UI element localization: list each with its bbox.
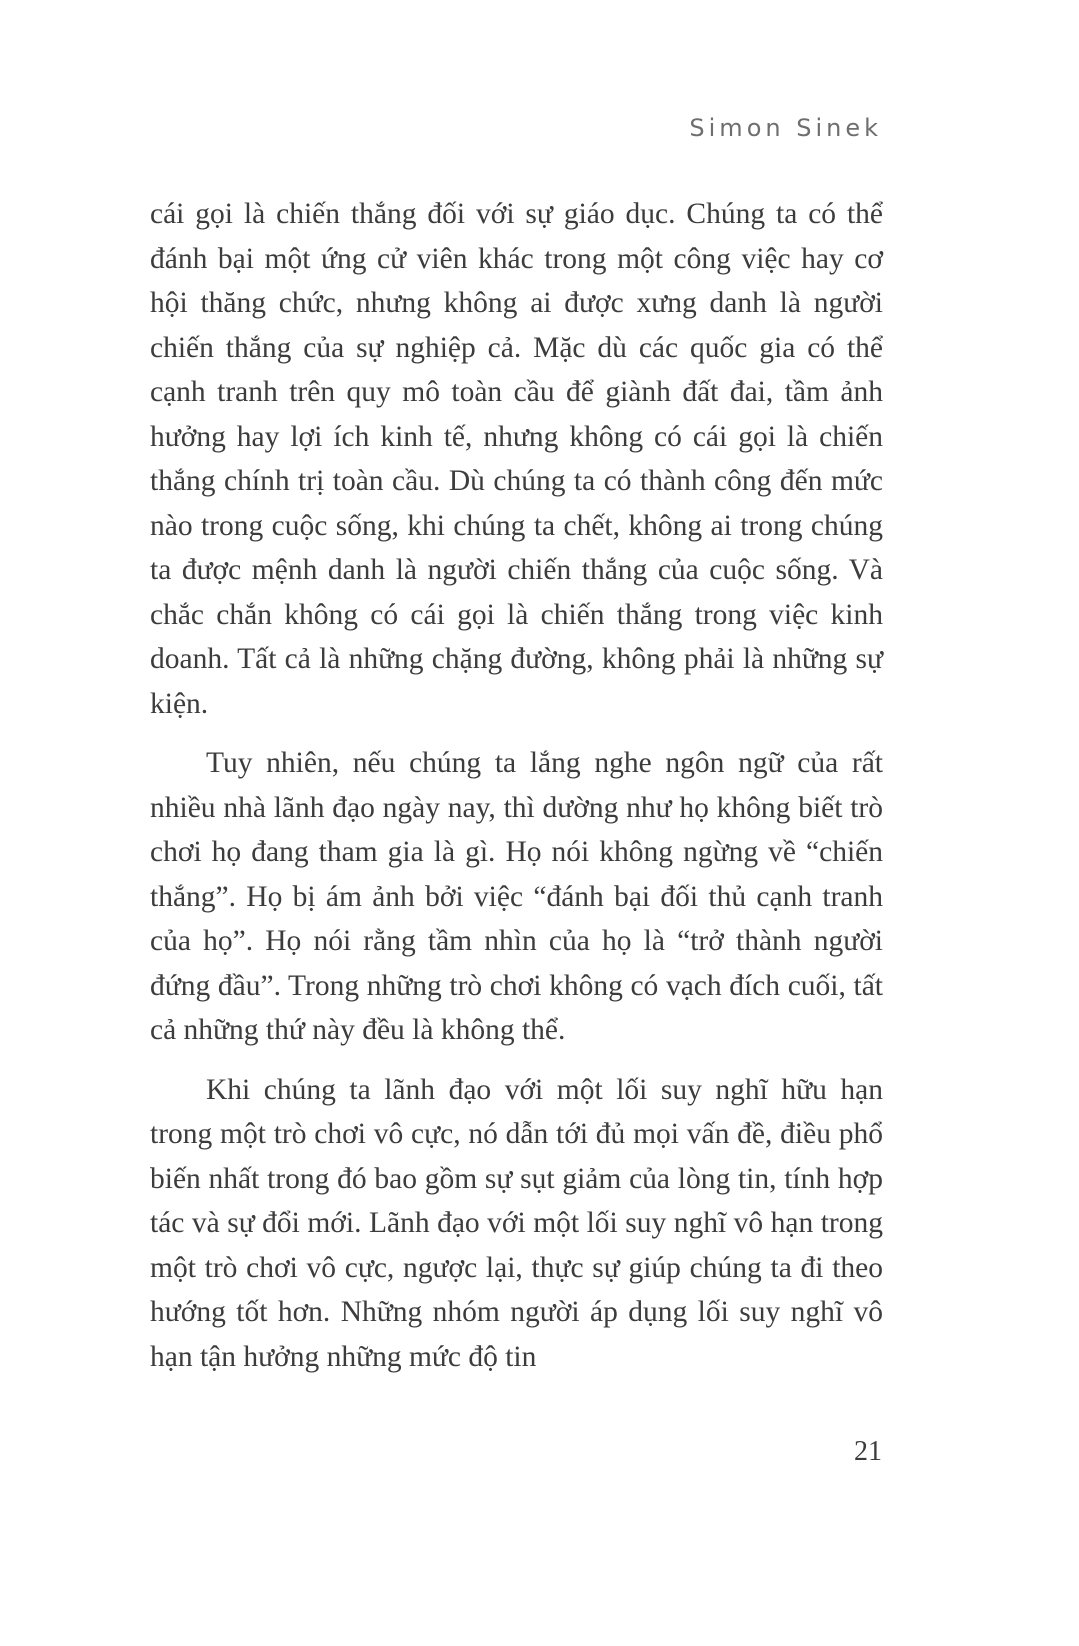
paragraph: Tuy nhiên, nếu chúng ta lắng nghe ngôn ngữ của rất nhiều nhà lãnh đạo ngày nay, thì dường như họ không biết trò chơi họ đang tham gia là gì. Họ nói không ngừng về “chiến thắng”. Họ bị ám ảnh bởi việc “đánh bại đối thủ cạnh tranh của họ”. Họ nói rằng tầm nhìn của họ là “trở thành người đứng đầu”. Trong những trò chơi không có vạch đích cuối, tất cả những thứ này đều là không thể. bbox=[150, 747, 883, 1046]
paragraph: cái gọi là chiến thắng đối với sự giáo dục. Chúng ta có thể đánh bại một ứng cử viên khác trong một công việc hay cơ hội thăng chức, nhưng không ai được xưng danh là người chiến thắng của sự nghiệp cả. Mặc dù các quốc gia có thể cạnh tranh trên quy mô toàn cầu để giành đất đai, tầm ảnh hưởng hay lợi ích kinh tế, nhưng không có cái gọi là chiến thắng chính trị toàn cầu. Dù chúng ta có thành công đến mức nào trong cuộc sống, khi chúng ta chết, không ai trong chúng ta được mệnh danh là người chiến thắng của cuộc sống. Và chắc chắn không có cái gọi là chiến thắng trong việc kinh doanh. Tất cả là những chặng đường, không phải là những sự kiện. bbox=[150, 198, 883, 720]
paragraph: Khi chúng ta lãnh đạo với một lối suy nghĩ hữu hạn trong một trò chơi vô cực, nó dẫn tới đủ mọi vấn đề, điều phổ biến nhất trong đó bao gồm sự sụt giảm của lòng tin, tính hợp tác và sự đổi mới. Lãnh đạo với một lối suy nghĩ vô hạn trong một trò chơi vô cực, ngược lại, thực sự giúp chúng ta đi theo hướng tốt hơn. Những nhóm người áp dụng lối suy nghĩ vô hạn tận hưởng những mức độ tin bbox=[150, 1073, 883, 1373]
running-header-author: Simon Sinek bbox=[689, 114, 882, 142]
page-number: 21 bbox=[854, 1436, 882, 1467]
body-text bbox=[150, 192, 883, 1394]
